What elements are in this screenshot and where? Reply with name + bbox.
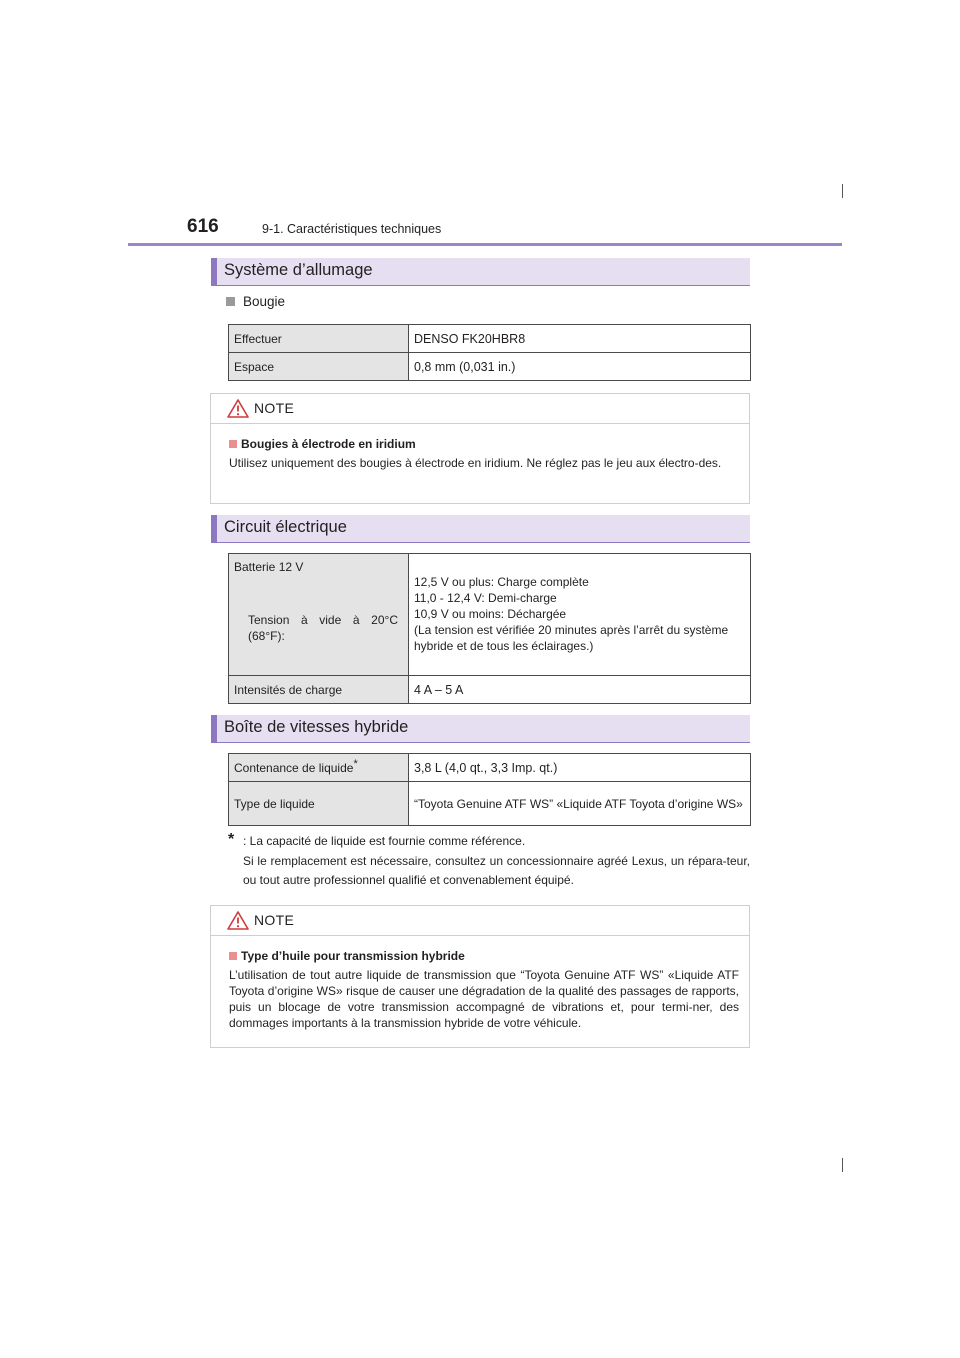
note-header bbox=[211, 906, 749, 936]
table-row bbox=[229, 353, 751, 381]
note-title-text: Bougies à électrode en iridium bbox=[241, 437, 416, 451]
note-text: L’utilisation de tout autre liquide de transmission que “Toyota Genuine ATF WS” «Liquide ATF Toyota d’origine WS» risque de causer une dégradation de la qualité des passages de rapports, puis un blocage de votre transmission accompagné de vibrations et, pour termi-ner, des dommages importants à la transmission hybride de votre véhicule. bbox=[229, 968, 739, 1030]
note-body bbox=[211, 936, 749, 1043]
section-transmission-title: Boîte de vitesses hybride bbox=[224, 718, 409, 736]
footnote-star: * bbox=[228, 831, 235, 848]
note-title bbox=[229, 949, 739, 963]
note-body bbox=[211, 424, 749, 483]
section-electrical-heading bbox=[211, 515, 750, 543]
fluid-capacity-label-cell bbox=[229, 754, 409, 782]
spark-plug-subheading-text: Bougie bbox=[243, 294, 286, 309]
warning-triangle-icon bbox=[227, 399, 249, 418]
crop-mark-top bbox=[842, 184, 843, 198]
spark-plug-gap-label: Espace bbox=[229, 353, 409, 381]
section-electrical-title: Circuit électrique bbox=[224, 518, 347, 536]
voltage-line-discharged: 10,9 V ou moins: Déchargée bbox=[414, 607, 567, 621]
section-ignition-title: Système d’allumage bbox=[224, 261, 373, 279]
square-bullet-icon bbox=[226, 297, 235, 306]
fluid-type-value: “Toyota Genuine ATF WS” «Liquide ATF Toyota d’origine WS» bbox=[409, 782, 751, 826]
warning-triangle-icon bbox=[227, 911, 249, 930]
section-reference: 9-1. Caractéristiques techniques bbox=[262, 222, 442, 236]
table-row bbox=[229, 554, 751, 676]
square-bullet-icon bbox=[229, 440, 237, 448]
spark-plug-gap-value: 0,8 mm (0,031 in.) bbox=[409, 353, 751, 381]
footnote-marker: * bbox=[353, 757, 358, 770]
battery-table bbox=[228, 553, 751, 704]
section-ignition-heading bbox=[211, 258, 750, 286]
voltage-line-full: 12,5 V ou plus: Charge complète bbox=[414, 575, 589, 589]
spark-plug-subheading bbox=[226, 294, 285, 309]
spark-plug-type-label: Effectuer bbox=[229, 325, 409, 353]
voltage-values bbox=[409, 554, 751, 676]
note-title bbox=[229, 437, 739, 451]
note-title-text: Type d’huile pour transmission hybride bbox=[241, 949, 465, 963]
note-label: NOTE bbox=[254, 400, 295, 416]
fluid-capacity-value: 3,8 L (4,0 qt., 3,3 Imp. qt.) bbox=[409, 754, 751, 782]
fluid-type-label: Type de liquide bbox=[229, 782, 409, 826]
charge-rate-label: Intensités de charge bbox=[229, 676, 409, 704]
spark-plug-type-value: DENSO FK20HBR8 bbox=[409, 325, 751, 353]
table-row bbox=[229, 325, 751, 353]
footnote-line-1: : La capacité de liquide est fournie comme référence. bbox=[243, 834, 526, 848]
square-bullet-icon bbox=[229, 952, 237, 960]
battery-label: Batterie 12 V bbox=[234, 560, 304, 574]
header-rule bbox=[128, 243, 842, 246]
page-number: 616 bbox=[187, 216, 219, 237]
footnote-line-2: Si le remplacement est nécessaire, consultez un concessionnaire agréé Lexus, un répara-teur, ou tout autre professionnel qualifié et convenablement équipé. bbox=[243, 853, 750, 887]
note-label: NOTE bbox=[254, 912, 295, 928]
voltage-line-half: 11,0 - 12,4 V: Demi-charge bbox=[414, 591, 557, 605]
table-row bbox=[229, 754, 751, 782]
transmission-table bbox=[228, 753, 751, 826]
voltage-line-remark: (La tension est vérifiée 20 minutes après l’arrêt du système hybride et de tous les éclairages.) bbox=[414, 623, 729, 653]
table-row bbox=[229, 676, 751, 704]
section-transmission-heading bbox=[211, 715, 750, 743]
battery-label-cell bbox=[229, 554, 409, 676]
note-text: Utilisez uniquement des bougies à électrode en iridium. Ne réglez pas le jeu aux électro-des. bbox=[229, 456, 722, 470]
table-row bbox=[229, 782, 751, 826]
note-iridium-plugs bbox=[210, 393, 750, 504]
note-transmission-oil bbox=[210, 905, 750, 1048]
fluid-capacity-label: Contenance de liquide bbox=[234, 760, 354, 775]
crop-mark-bottom bbox=[842, 1158, 843, 1172]
note-header bbox=[211, 394, 749, 424]
charge-rate-value: 4 A – 5 A bbox=[409, 676, 751, 704]
footnote bbox=[228, 832, 750, 891]
spark-plug-table bbox=[228, 324, 751, 381]
voltage-label: Tension à vide à 20°C (68°F): bbox=[248, 613, 398, 643]
